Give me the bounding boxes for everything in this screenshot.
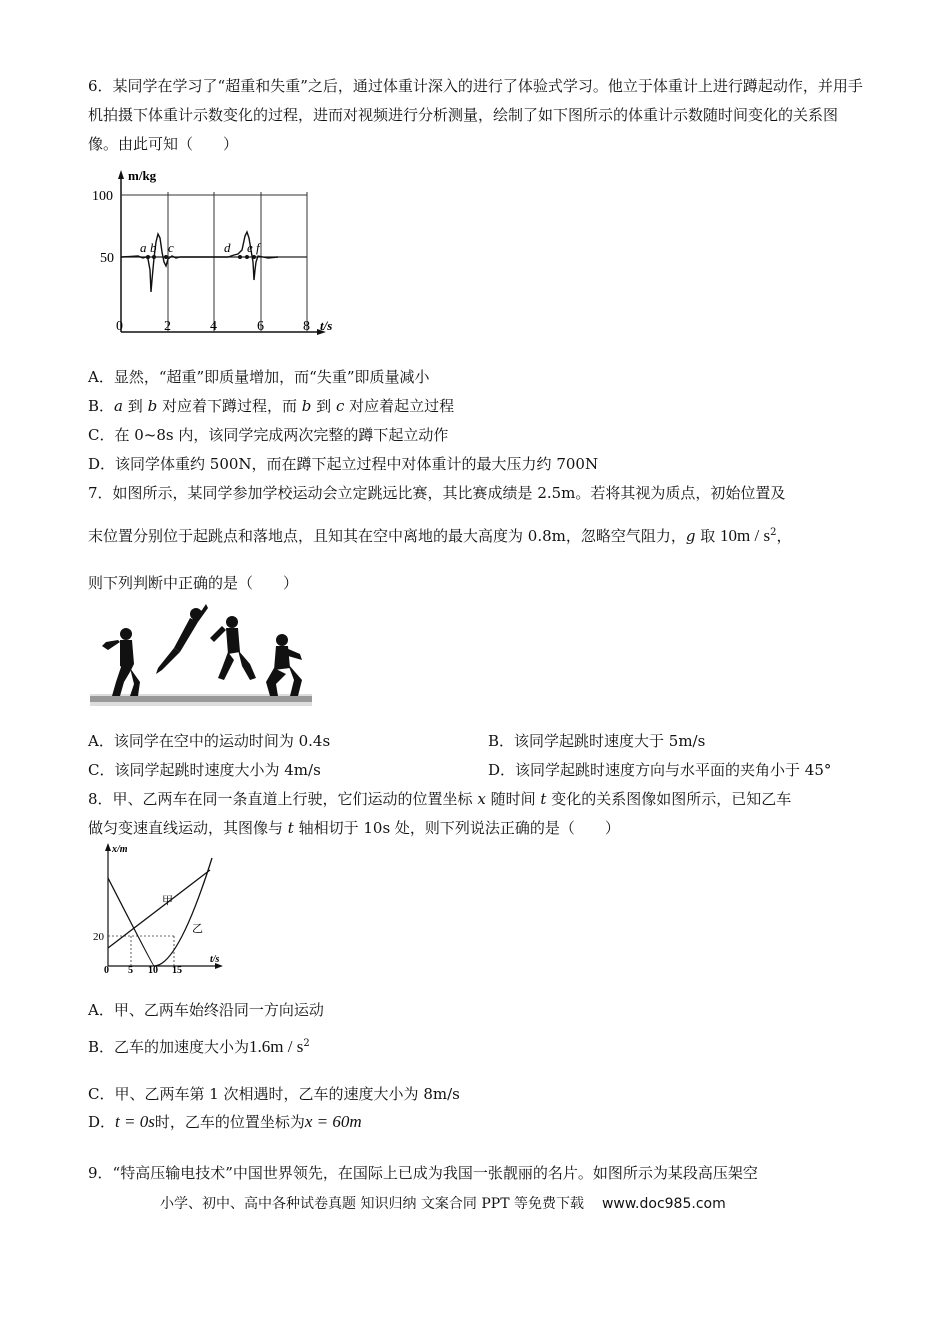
q6-y-tick-100: 100 bbox=[92, 189, 113, 204]
q8-option-d: D．t = 0s时，乙车的位置坐标为x = 60m bbox=[88, 1112, 362, 1131]
q6-weight-time-graph bbox=[88, 162, 348, 342]
q7-option-d: D．该同学起跳时速度方向与水平面的夹角小于 45° bbox=[488, 761, 832, 779]
q6-x-tick-2: 2 bbox=[164, 319, 171, 334]
q6-stem: 6．某同学在学习了“超重和失重”之后，通过体重计深入的进行了体验式学习。他立于体重计上进行蹲起动作，并用手机拍摄下体重计示数变化的过程，进而对视频进行分析测量，绘制了如下图所示的体重计示数随时间变化的关系图像。由此可知（ ） bbox=[88, 77, 863, 153]
footer-text: 小学、初中、高中各种试卷真题 知识归纳 文案合同 PPT 等免费下载 bbox=[160, 1196, 584, 1212]
q7-stem-line3: 则下列判断中正确的是（ ） bbox=[88, 574, 299, 592]
q8-y-axis-label: x/m bbox=[112, 844, 128, 855]
q8-parabola-yi bbox=[108, 858, 212, 966]
q6-point-c: c bbox=[168, 240, 174, 255]
q7-option-c: C．该同学起跳时速度大小为 4m/s bbox=[88, 761, 321, 779]
q6-x-tick-0: 0 bbox=[116, 319, 123, 334]
q8-x-tick-5: 5 bbox=[128, 965, 133, 976]
q7-stem-line2: 末位置分别位于起跳点和落地点，且知其在空中离地的最大高度为 0.8m，忽略空气阻力，g 取 $10m / s^2$， bbox=[88, 526, 792, 545]
q8-option-b: B．乙车的加速度大小为$1.6m / s^2$ bbox=[88, 1037, 310, 1056]
q6-point-a: a bbox=[140, 240, 147, 255]
q6-option-b: B．a 到 b 对应着下蹲过程，而 b 到 c 对应着起立过程 bbox=[88, 397, 455, 415]
q8-x-tick-0: 0 bbox=[104, 965, 109, 976]
q7-option-b: B．该同学起跳时速度大于 5m/s bbox=[488, 732, 706, 750]
q7-option-a: A．该同学在空中的运动时间为 0.4s bbox=[88, 732, 331, 750]
q7-stem-line1: 7．如图所示，某同学参加学校运动会立定跳远比赛，其比赛成绩是 2.5m。若将其视为质点，初始位置及 bbox=[88, 484, 786, 502]
q6-x-tick-6: 6 bbox=[257, 319, 264, 334]
q6-point-d: d bbox=[224, 240, 231, 255]
q6-point-b: b bbox=[150, 240, 157, 255]
footer-url[interactable]: www.doc985.com bbox=[601, 1196, 726, 1212]
q8-option-c: C．甲、乙两车第 1 次相遇时，乙车的速度大小为 8m/s bbox=[88, 1085, 460, 1103]
q9-stem-line1: 9．“特高压输电技术”中国世界领先，在国际上已成为我国一张靓丽的名片。如图所示为某段高压架空 bbox=[88, 1164, 758, 1182]
q8-x-tick-10: 10 bbox=[148, 965, 158, 976]
q6-option-c: C．在 0~8s 内，该同学完成两次完整的蹲下起立动作 bbox=[88, 426, 449, 444]
q8-label-yi: 乙 bbox=[192, 923, 203, 935]
q6-y-tick-50: 50 bbox=[100, 251, 114, 266]
q6-point-e: e bbox=[247, 240, 253, 255]
q6-option-a: A．显然，“超重”即质量增加，而“失重”即质量减小 bbox=[88, 368, 430, 386]
q8-stem-line2: 做匀变速直线运动，其图像与 t 轴相切于 10s 处，则下列说法正确的是（ ） bbox=[88, 819, 620, 837]
footer-banner bbox=[160, 1193, 726, 1213]
q8-x-tick-15: 15 bbox=[172, 965, 182, 976]
q6-y-axis-label: m/kg bbox=[128, 168, 157, 183]
q8-y-tick-20: 20 bbox=[93, 931, 104, 943]
q6-x-tick-8: 8 bbox=[303, 319, 310, 334]
q6-x-tick-4: 4 bbox=[210, 319, 217, 334]
q8-position-time-graph bbox=[90, 840, 230, 976]
q7-long-jump-figure bbox=[90, 602, 315, 710]
q8-option-a: A．甲、乙两车始终沿同一方向运动 bbox=[88, 1001, 324, 1019]
q6-x-axis-label: t/s bbox=[320, 318, 333, 333]
q8-stem-line1: 8．甲、乙两车在同一条直道上行驶，它们运动的位置坐标 x 随时间 t 变化的关系图像如图所示，已知乙车 bbox=[88, 790, 792, 808]
q6-point-f: f bbox=[256, 240, 260, 255]
q8-label-jia: 甲 bbox=[162, 895, 173, 907]
q8-x-axis-label: t/s bbox=[210, 954, 220, 965]
q6-option-d: D．该同学体重约 500N，而在蹲下起立过程中对体重计的最大压力约 700N bbox=[88, 455, 599, 473]
